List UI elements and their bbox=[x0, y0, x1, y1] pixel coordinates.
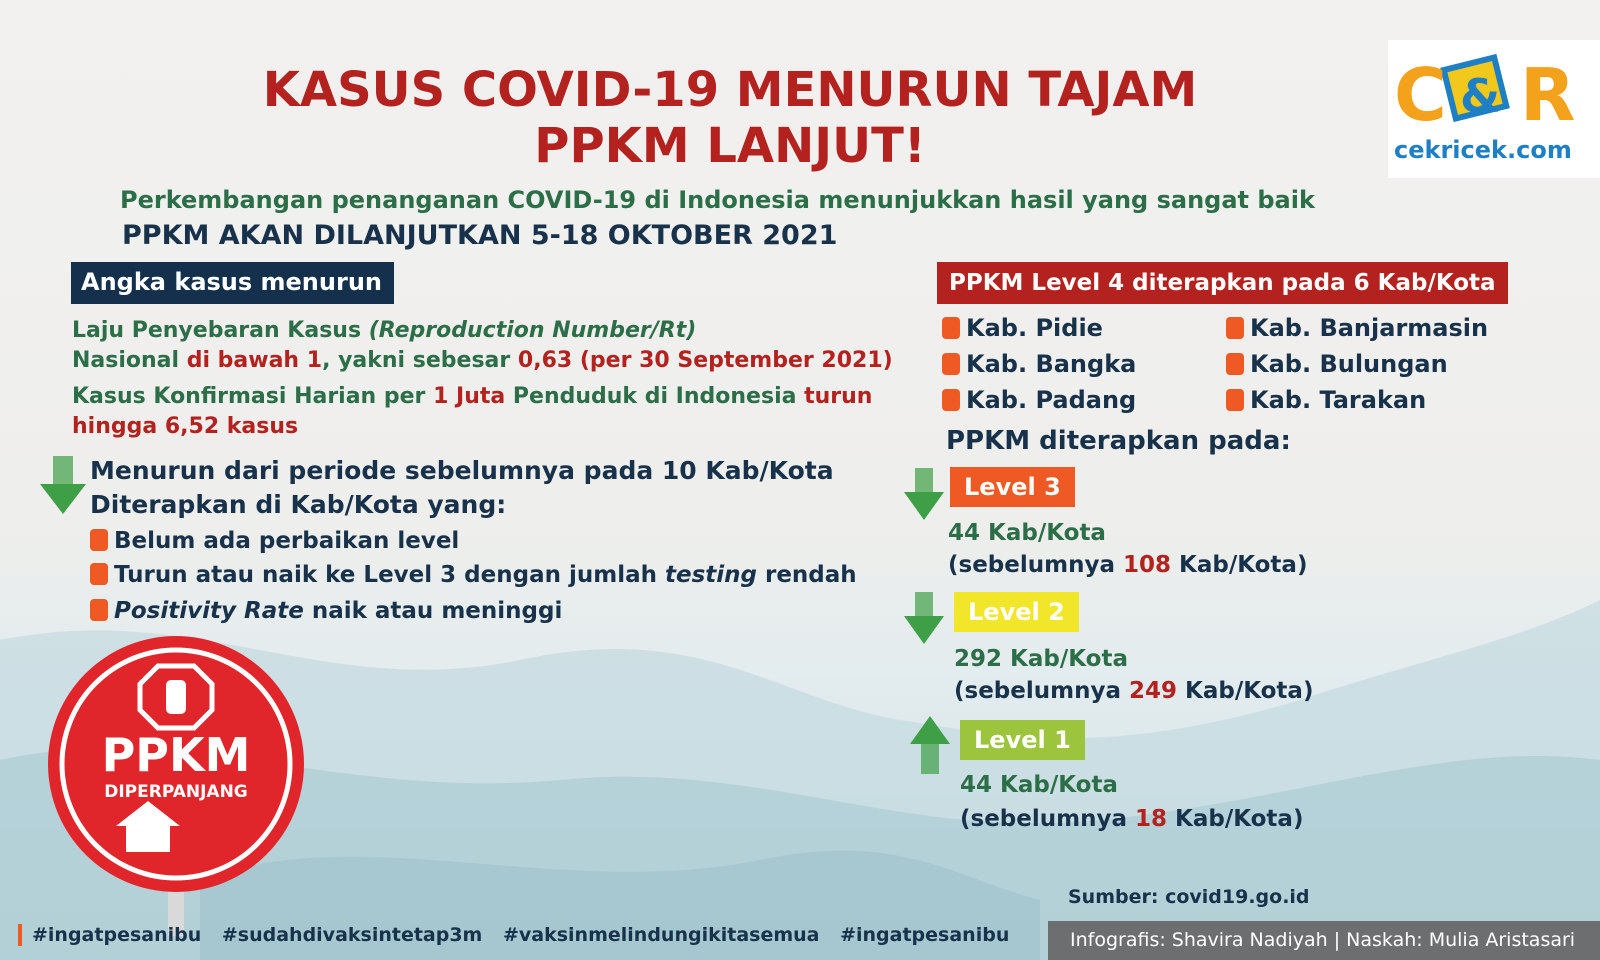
level3-prev bbox=[948, 552, 1307, 578]
bullet-square-icon bbox=[942, 353, 960, 375]
level2-badge: Level 2 bbox=[954, 592, 1079, 632]
kab-item bbox=[942, 314, 1103, 342]
level1-prev bbox=[960, 806, 1303, 832]
svg-text:C: C bbox=[1394, 53, 1447, 137]
rt-nasional: Nasional bbox=[72, 348, 187, 373]
rt-label: Laju Penyebaran Kasus bbox=[72, 318, 369, 343]
bullet-square-icon bbox=[90, 599, 108, 621]
bullet-square-icon bbox=[942, 389, 960, 411]
rt-label-italic: (Reproduction Number/Rt) bbox=[368, 318, 697, 343]
kasus-juta: 1 Juta bbox=[433, 384, 506, 409]
bullet-2-end: rendah bbox=[756, 562, 857, 588]
level1-prev-c: Kab/Kota) bbox=[1167, 806, 1304, 832]
bullet-square-icon bbox=[1226, 353, 1244, 375]
bullet-1-text: Belum ada perbaikan level bbox=[114, 528, 460, 554]
level2-prev-c: Kab/Kota) bbox=[1177, 678, 1314, 704]
bullet-square-icon bbox=[90, 563, 108, 585]
up-arrow-icon bbox=[910, 716, 950, 774]
angka-kasus-header: Angka kasus menurun bbox=[71, 262, 394, 304]
kab-item bbox=[942, 350, 1136, 378]
kab-item bbox=[942, 386, 1136, 414]
rt-below-one: di bawah 1 bbox=[186, 348, 323, 373]
ppkm-sign bbox=[46, 636, 306, 936]
level2-prev bbox=[954, 678, 1313, 704]
bullet-3-italic: Positivity Rate bbox=[114, 598, 304, 624]
rt-line-1 bbox=[72, 318, 696, 343]
kab-label: Kab. Bangka bbox=[966, 350, 1137, 378]
kab-label: Kab. Pidie bbox=[966, 314, 1103, 342]
level1-prev-a: (sebelumnya bbox=[960, 806, 1135, 832]
level3-prev-c: Kab/Kota) bbox=[1171, 552, 1308, 578]
rt-value: 0,63 (per 30 September 2021) bbox=[517, 348, 893, 373]
bullet-2-text: Turun atau naik ke Level 3 dengan jumlah bbox=[114, 562, 665, 588]
kasus-turun: turun bbox=[804, 384, 873, 409]
down-arrow-icon bbox=[904, 468, 944, 522]
bullet-square-icon bbox=[942, 317, 960, 339]
sign-sub-text: DIPERPANJANG bbox=[104, 782, 248, 802]
bullet-3 bbox=[90, 598, 562, 624]
level4-header: PPKM Level 4 diterapkan pada 6 Kab/Kota bbox=[937, 262, 1508, 304]
kab-label: Kab. Padang bbox=[966, 386, 1137, 414]
level1-prev-value: 18 bbox=[1134, 806, 1167, 832]
kab-label: Kab. Banjarmasin bbox=[1250, 314, 1489, 342]
level3-count: 44 Kab/Kota bbox=[948, 520, 1106, 546]
level2-count: 292 Kab/Kota bbox=[954, 646, 1128, 672]
menurun-text: Menurun dari periode sebelumnya pada 10 Kab/Kota bbox=[90, 456, 834, 485]
kasus-text: Kasus Konfirmasi Harian per bbox=[72, 384, 434, 409]
level3-badge: Level 3 bbox=[950, 467, 1075, 507]
sign-main-text: PPKM bbox=[101, 728, 251, 782]
subtitle-dates: PPKM AKAN DILANJUTKAN 5-18 OKTOBER 2021 bbox=[122, 220, 838, 251]
hashtags: #ingatpesanibu #sudahdivaksintetap3m #vaksinmelindungikitasemua #ingatpesanibu bbox=[18, 924, 1009, 946]
level2-prev-value: 249 bbox=[1128, 678, 1177, 704]
kasus-line-2: hingga 6,52 kasus bbox=[72, 414, 299, 439]
bullet-3-text: naik atau meninggi bbox=[303, 598, 563, 624]
bullet-square-icon bbox=[90, 529, 108, 551]
svg-text:R: R bbox=[1520, 53, 1576, 137]
level3-prev-a: (sebelumnya bbox=[948, 552, 1123, 578]
kab-item bbox=[1226, 350, 1448, 378]
level1-badge: Level 1 bbox=[960, 720, 1085, 760]
title-line-1: KASUS COVID-19 MENURUN TAJAM bbox=[262, 62, 1198, 118]
subtitle: Perkembangan penanganan COVID-19 di Indonesia menunjukkan hasil yang sangat baik bbox=[120, 186, 1315, 214]
bullet-square-icon bbox=[1226, 317, 1244, 339]
kasus-penduduk: Penduduk di Indonesia bbox=[505, 384, 805, 409]
source: Sumber: covid19.go.id bbox=[1068, 886, 1310, 908]
level3-prev-value: 108 bbox=[1122, 552, 1171, 578]
ppkm-diterapkan-header: PPKM diterapkan pada: bbox=[946, 426, 1291, 456]
bullet-2-italic: testing bbox=[664, 562, 757, 588]
credits-bar: Infografis: Shavira Nadiyah | Naskah: Mulia Aristasari bbox=[1048, 921, 1600, 960]
kab-label: Kab. Tarakan bbox=[1250, 386, 1427, 414]
rt-yakni: , yakni sebesar bbox=[322, 348, 518, 373]
svg-text:&: & bbox=[1460, 69, 1501, 123]
kasus-line-1 bbox=[72, 384, 872, 409]
title-line-2: PPKM LANJUT! bbox=[534, 118, 926, 174]
diterapkan-text: Diterapkan di Kab/Kota yang: bbox=[90, 490, 507, 519]
bullet-2 bbox=[90, 562, 857, 588]
bullet-1 bbox=[90, 528, 459, 554]
level2-prev-a: (sebelumnya bbox=[954, 678, 1129, 704]
kab-label: Kab. Bulungan bbox=[1250, 350, 1448, 378]
kab-item bbox=[1226, 314, 1488, 342]
rt-line-2 bbox=[72, 348, 893, 373]
logo-domain: cekricek.com bbox=[1394, 136, 1572, 164]
bullet-square-icon bbox=[1226, 389, 1244, 411]
level1-count: 44 Kab/Kota bbox=[960, 772, 1118, 798]
down-arrow-icon bbox=[40, 456, 86, 516]
kab-item bbox=[1226, 386, 1426, 414]
down-arrow-icon bbox=[904, 592, 944, 646]
